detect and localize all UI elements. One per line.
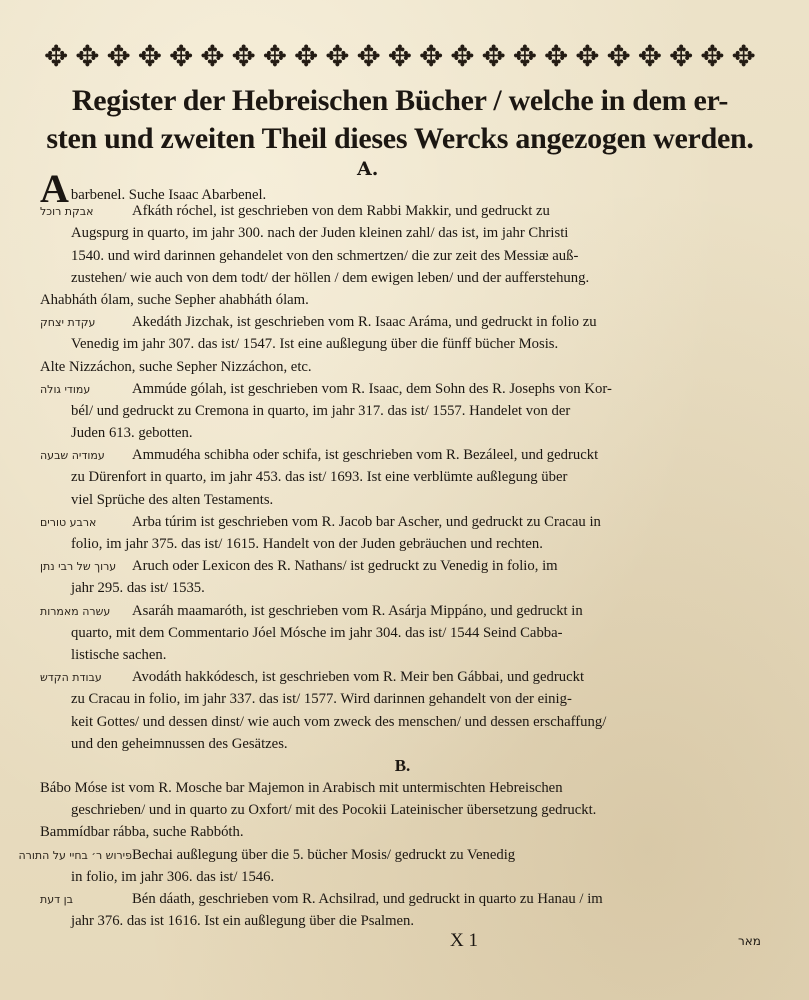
register-line <box>40 444 765 466</box>
ornament-glyph: ✥ <box>544 38 569 73</box>
entry-text: Afkáth róchel, ist geschrieben von dem Rabbi Makkir, und gedruckt zu <box>132 203 550 220</box>
register-line <box>40 711 765 733</box>
register-line <box>40 644 765 666</box>
ornament-glyph: ✥ <box>106 38 131 73</box>
register-line <box>40 799 765 821</box>
ornament-glyph: ✥ <box>231 38 256 73</box>
page-footer <box>0 930 809 960</box>
ornament-glyph: ✥ <box>481 38 506 73</box>
ornament-glyph: ✥ <box>575 38 600 73</box>
register-line <box>40 733 765 755</box>
register-line <box>40 888 765 910</box>
entry-text: Juden 613. gebotten. <box>71 425 193 442</box>
entry-text: Bammídbar rábba, suche Rabbóth. <box>40 824 244 841</box>
entry-text: barbenel. Suche Isaac Abarbenel. <box>70 187 267 203</box>
ornament-glyph: ✥ <box>137 38 163 73</box>
entry-text: Ammúde gólah, ist geschrieben vom R. Isaac, dem Sohn des R. Josephs von Kor- <box>132 380 612 397</box>
register-line <box>40 400 765 422</box>
register-line <box>40 245 765 267</box>
register-line <box>40 200 765 222</box>
register-line <box>40 267 765 289</box>
ornament-glyph: ✥ <box>44 38 69 73</box>
entry-text: folio, im jahr 375. das ist/ 1615. Handelt von der Juden gebräuchen und rechten. <box>71 536 543 552</box>
title-line-1: Register der Hebreischen Bücher / welche in dem er- <box>71 84 729 117</box>
register-line <box>40 555 765 577</box>
register-line <box>40 600 765 622</box>
entry-text: Arba túrim ist geschrieben vom R. Jacob bar Ascher, und gedruckt zu Cracau in <box>132 513 601 530</box>
entry-text: zustehen/ wie auch von dem todt/ der höllen / dem ewigen leben/ und der aufferstehung. <box>71 269 590 286</box>
register-line <box>40 533 765 555</box>
ornament-glyph: ✥ <box>387 38 413 73</box>
ornament-glyph: ✥ <box>75 38 100 73</box>
section-letter-a: A. <box>357 158 379 180</box>
hebrew-title: עקדת יצחק <box>40 316 96 330</box>
entry-text: Bén dáath, geschrieben vom R. Achsilrad, und gedruckt in quarto zu Hanau / im <box>132 891 603 907</box>
register-line <box>40 866 765 888</box>
hebrew-title: עבודת הקדש <box>40 671 102 685</box>
entry-text: Augspurg in quarto, im jahr 300. nach der Juden kleinen zahl/ das ist, im jahr Christi <box>71 225 569 242</box>
entry-text: Ahabháth ólam, suche Sepher ahabháth ólam. <box>40 291 309 308</box>
register-line <box>40 489 765 511</box>
hebrew-title: פירוש ר׳ בחיי על התורה <box>18 848 132 862</box>
ornament-glyph: ✥ <box>325 38 350 73</box>
register-line <box>40 577 765 599</box>
title-line-2: sten und zweiten Theil dieses Wercks angezogen werden. <box>46 122 754 155</box>
ornament-glyph: ✥ <box>731 38 756 73</box>
register-line <box>40 666 765 688</box>
hebrew-title: עמודי גולה <box>40 382 91 396</box>
ornament-glyph: ✥ <box>637 38 663 73</box>
register-line <box>40 821 765 843</box>
page-title <box>40 82 760 158</box>
entry-text: Venedig im jahr 307. das ist/ 1547. Ist eine außlegung über die fünff bücher Mosis. <box>71 336 559 353</box>
ornament-glyph: ✥ <box>200 38 225 73</box>
entry-text: jahr 376. das ist 1616. Ist ein außlegung über die Psalmen. <box>71 913 415 930</box>
register-line <box>40 422 765 444</box>
section-letter-b: B. <box>394 755 411 775</box>
catchword: מאר <box>738 934 761 948</box>
register-line <box>40 622 765 644</box>
ornament-glyph: ✥ <box>169 38 194 73</box>
entry-text: quarto, mit dem Commentario Jóel Mósche im jahr 304. das ist/ 1544 Seind Cabba- <box>71 624 563 641</box>
register-line <box>40 511 765 533</box>
register-line <box>40 688 765 710</box>
ornament-glyph: ✥ <box>356 38 381 73</box>
ornament-glyph: ✥ <box>606 38 631 73</box>
register-entries <box>18 166 765 932</box>
entry-text: Akedáth Jizchak, ist geschrieben vom R. Isaac Aráma, und gedruckt in folio zu <box>132 314 597 331</box>
hebrew-title: עמודיה שבעה <box>40 449 105 463</box>
hebrew-title: בן דעת <box>40 893 73 906</box>
entry-text: geschrieben/ und in quarto zu Oxfort/ mit des Pocokii Lateinischer übersetzung gedruckt. <box>71 802 597 819</box>
ornament-glyph: ✥ <box>700 38 725 73</box>
ornament-glyph: ✥ <box>294 38 319 73</box>
entry-text: Bábo Móse ist vom R. Mosche bar Majemon in Arabisch mit untermischten Hebreischen <box>40 780 563 797</box>
register-line <box>40 466 765 488</box>
entry-text: zu Dürenfort in quarto, im jahr 453. das ist/ 1693. Ist eine verblümte außlegung über <box>71 469 568 486</box>
register-line <box>40 289 765 311</box>
hebrew-title: אבקת רוכל <box>40 205 94 219</box>
entry-text: in folio, im jahr 306. das ist/ 1546. <box>71 868 275 885</box>
entry-text: listische sachen. <box>71 646 167 663</box>
ornament-glyph: ✥ <box>669 38 694 73</box>
register-line <box>40 777 765 799</box>
register-line <box>18 844 765 866</box>
register-line <box>40 356 765 378</box>
entry-text: bél/ und gedruckt zu Cremona in quarto, im jahr 317. das ist/ 1557. Handelet von der <box>71 402 571 419</box>
hebrew-title: ארבע טורים <box>40 515 97 529</box>
entry-text: zu Cracau in folio, im jahr 337. das ist/ 1577. Wird darinnen gehandelt von der einig- <box>71 691 572 708</box>
register-line <box>40 333 765 355</box>
entry-text: keit Gottes/ und dessen dinst/ wie auch vom zweck des menschen/ und dessen erschaffung/ <box>71 713 607 730</box>
entry-text: Bechai außlegung über die 5. bücher Mosis/ gedruckt zu Venedig <box>132 846 516 863</box>
register-line <box>40 311 765 333</box>
entry-text: Aruch oder Lexicon des R. Nathans/ ist gedruckt zu Venedig in folio, im <box>132 558 558 575</box>
entry-text: jahr 295. das ist/ 1535. <box>71 580 205 597</box>
drop-cap: A <box>40 166 69 211</box>
entry-text: Avodáth hakkódesch, ist geschrieben vom R. Meir ben Gábbai, und gedruckt <box>132 669 585 686</box>
entry-text: und den geheimnussen des Gesätzes. <box>71 735 288 752</box>
entry-text: Asaráh maamaróth, ist geschrieben vom R. Asárja Mippáno, und gedruckt in <box>132 602 583 619</box>
ornament-glyph: ✥ <box>419 38 444 73</box>
signature-mark: X 1 <box>450 930 478 951</box>
ornament-glyph: ✥ <box>262 38 288 73</box>
entry-text: Ammudéha schibha oder schifa, ist geschrieben vom R. Bezáleel, und gedruckt <box>132 447 599 464</box>
register-line <box>40 166 765 211</box>
register-line <box>40 222 765 244</box>
entry-text: 1540. und wird darinnen gehandelet von den schmertzen/ die zur zeit des Messiæ auß- <box>71 247 579 264</box>
ornament-glyph: ✥ <box>450 38 475 73</box>
hebrew-title: עשרה מאמרות <box>40 604 111 618</box>
register-line <box>40 378 765 400</box>
ornament-glyph: ✥ <box>512 38 538 73</box>
ornament-border <box>44 34 756 78</box>
entry-text: viel Sprüche des alten Testaments. <box>71 491 274 508</box>
hebrew-title: ערוך של רבי נתן <box>40 560 117 574</box>
entry-text: Alte Nizzáchon, suche Sepher Nizzáchon, etc. <box>40 358 312 375</box>
